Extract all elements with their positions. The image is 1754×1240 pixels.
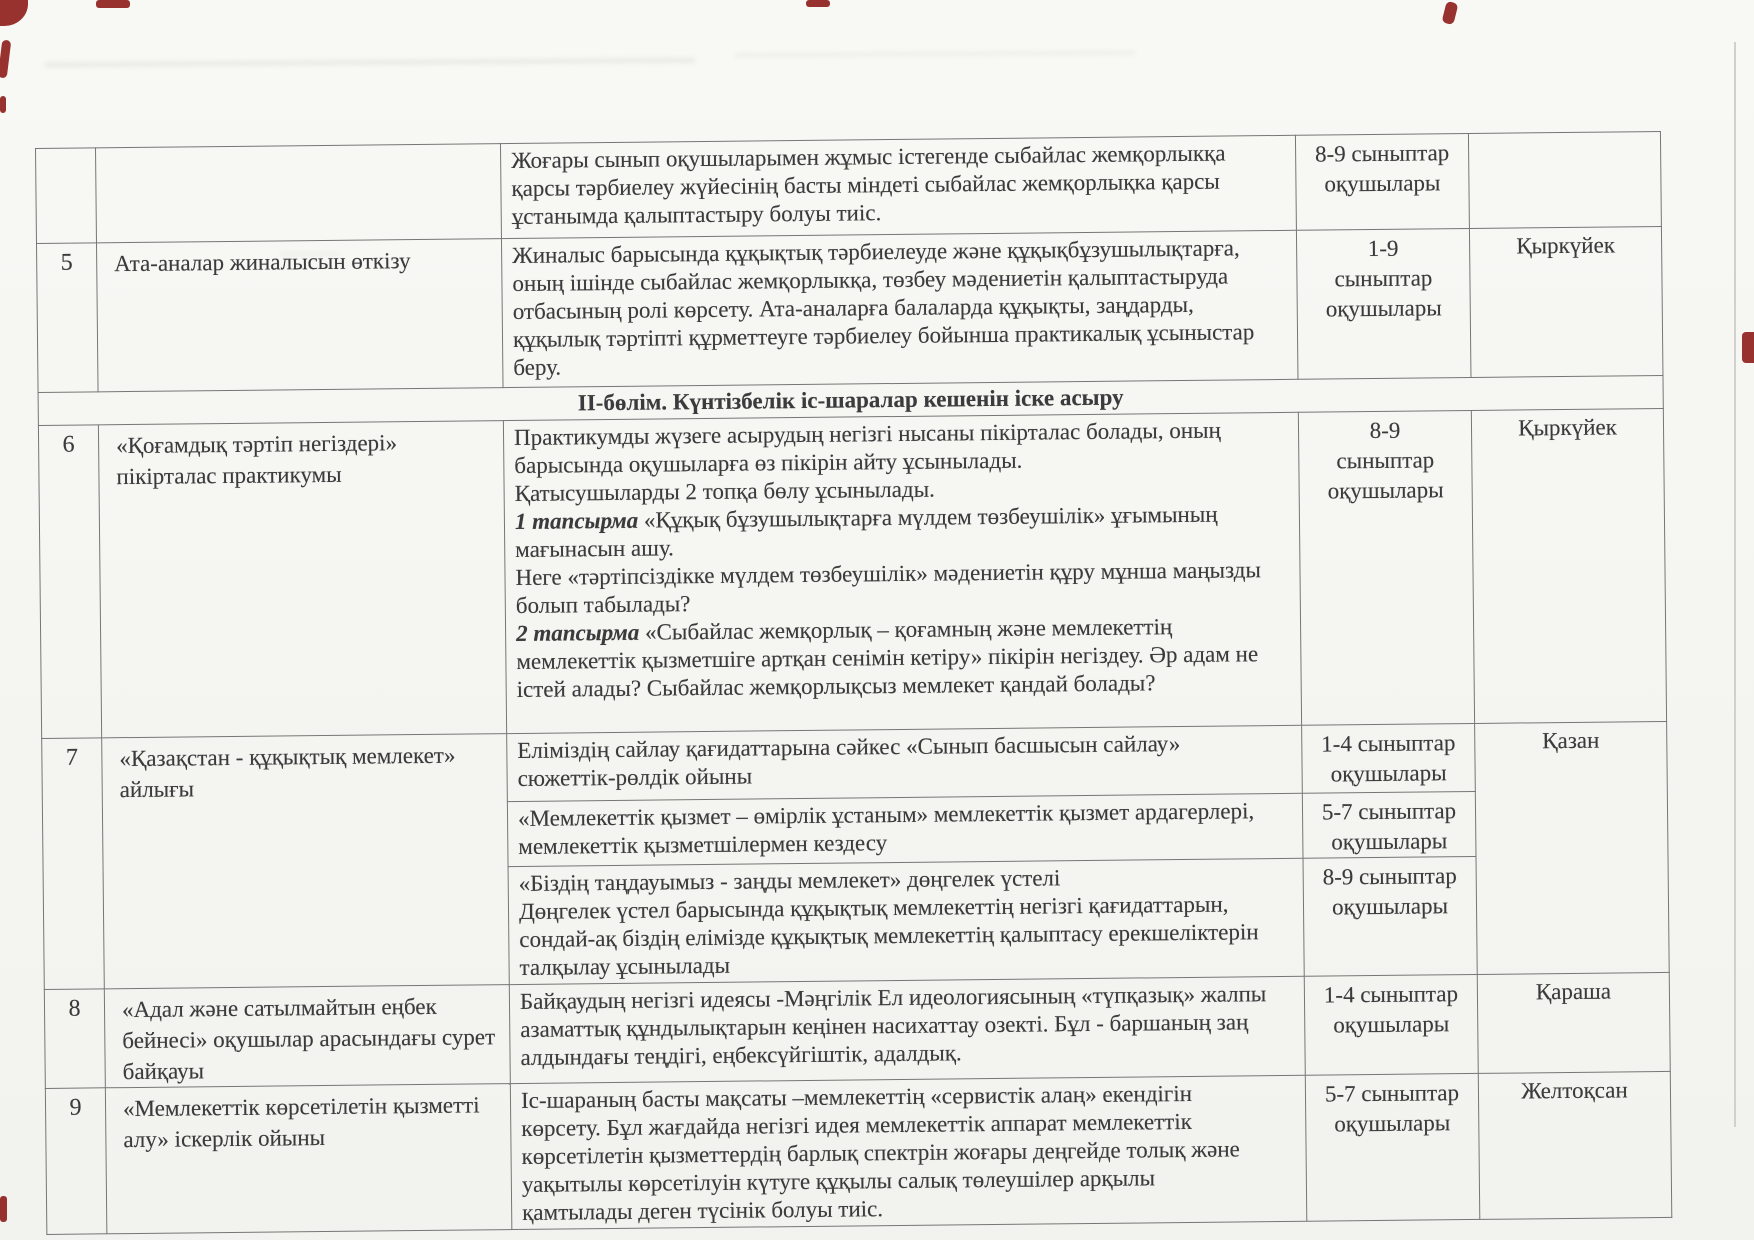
task-label: 2 тапсырма (515, 619, 640, 646)
description-text: Байқаудың негізгі идеясы -Мәңгілік Ел идеологиясының «түпқазық» жалпы азаматтық құндылықтарын кеңінен насихаттау озекті. Бұл - баршаның заң алдындағы теңдігі, еңбексүйгіштік, адалдық. (519, 981, 1267, 1070)
description-text: «Мемлекеттік қызмет – өмірлік ұстаным» мемлекеттік қызмет ардагерлері, мемлекеттік қызметшілермен кездесу (517, 798, 1255, 859)
description-text: «Біздің таңдауымыз - заңды мемлекет» дөңгелек үстелі (518, 865, 1061, 896)
red-pen-mark (806, 0, 830, 7)
row-number-cell: 9 (45, 1088, 107, 1235)
row-number-cell: 6 (38, 425, 101, 739)
description-text: Неге «тәртіпсіздікке мүлдем төзбеушілік» мәдениетін құру мұнша маңызды болып табылады? (515, 557, 1261, 618)
month-cell: Қыркүйек (1469, 226, 1663, 377)
description-cell (500, 135, 1296, 238)
activity-name-cell: «Қазақстан - құқықтық мемлекет» айлығы (102, 734, 510, 989)
month-cell: Қыркүйек (1471, 408, 1666, 723)
description-cell (501, 230, 1298, 387)
row-number-cell (36, 148, 97, 244)
scan-smudge (735, 51, 1135, 58)
audience-cell: 1-9 сыныптар оқушылары (1296, 228, 1471, 379)
section-title: ІІ-бөлім. Күнтізбелік іс-шаралар кешенін іске асыру (38, 375, 1663, 425)
description-cell (509, 976, 1305, 1083)
month-cell: Қазан (1475, 721, 1670, 974)
audience-cell: 8-9 сыныптар оқушылары (1295, 133, 1469, 230)
audience-cell: 8-9 сыныптар оқушылары (1298, 410, 1474, 725)
task-text: «Құқық бұзушылықтарға мүлдем төзбеушілік» ұғымының мағынасын ашу. (515, 501, 1218, 562)
activity-name-cell: Ата-аналар жиналысын өткізу (96, 239, 503, 392)
description-text: Практикумды жүзеге асырудың негізгі нысаны пікірталас болады, оның барысында оқушыларға өз пікірін айту ұсынылады. (513, 417, 1221, 478)
table-row (38, 408, 1666, 738)
month-cell: Қараша (1477, 972, 1670, 1073)
activity-name-cell: «Адал және сатылмайтын еңбек бейнесі» оқушылар арасындағы сурет байқауы (104, 985, 510, 1088)
table-row (44, 972, 1670, 1088)
scan-smudge (45, 58, 695, 68)
table-row (45, 1071, 1671, 1234)
description-text (515, 500, 1264, 564)
description-cell (510, 1075, 1306, 1229)
table-row (36, 131, 1662, 243)
red-pen-mark (0, 40, 11, 79)
task-label: 1 тапсырма (514, 507, 639, 534)
row-number-cell: 7 (42, 738, 105, 990)
description-text: Іс-шараның басты мақсаты –мемлекеттің «сервистік алаң» екендігін көрсету. Бұл жағдайда негізгі идея мемлекеттік аппарат мемлекеттік көрсетілетін қызметтердің барлық спектрін жоғары деңгейде толық және уақытылы көрсетілуін күтуге құқылы салық төлеушілер арқылы қамтылады деген түсінік болуы тиіс. (520, 1080, 1240, 1225)
description-cell (507, 725, 1303, 801)
audience-cell: 1-4 сыныптар оқушылары (1304, 974, 1478, 1075)
description-cell (508, 858, 1304, 984)
description-text: Қатысушыларды 2 топқа бөлу ұсынылады. (514, 476, 935, 506)
red-pen-mark (0, 0, 28, 26)
page-edge-shadow (1734, 42, 1736, 1127)
description-cell (507, 793, 1303, 866)
table-wrapper (35, 131, 1671, 1235)
task-text: «Сыбайлас жемқорлық – қоғамның және мемлекеттің мемлекеттік қызметшіге артқан сенімін кетіру» пікірін негіздеу. Әр адам не істей алады? Сыбайлас жемқорлықсыз мемлекет қандай болады? (516, 614, 1259, 702)
description-text: Жиналыс барысында құқықтық тәрбиелеуде және құқықбұзушылықтарға, оның ішінде сыбайлас жемқорлыкқа, төзбеу мәдениетін қалыптастыруда отбасының ролі көрсету. Ата-аналарға балаларда құқықты, заңдарды, құқылық тәртіпті құрметтеуге тәрбиелеу бойынша практикалық ұсыныстар беру. (512, 235, 1255, 381)
description-text: Жоғары сынып оқушыларымен жұмыс істегенде сыбайлас жемқорлыкқа қарсы тәрбиелеу жүйесінің басты міндеті сыбайлас жемқорлықка қарсы ұстанымда қалыптастыру болуы тиіс. (511, 140, 1226, 230)
row-number-cell: 5 (37, 243, 99, 393)
red-pen-mark (0, 96, 6, 113)
month-cell: Желтоқсан (1478, 1071, 1672, 1219)
activity-name-cell: «Мемлекеттік көрсетілетін қызметті алу» іскерлік ойыны (105, 1084, 512, 1234)
activity-name-cell (96, 144, 502, 243)
audience-cell: 8-9 сыныптар оқушылары (1303, 856, 1477, 976)
red-pen-mark (1742, 332, 1754, 363)
audience-cell: 5-7 сыныптар оқушылары (1302, 791, 1476, 858)
red-pen-mark (96, 0, 130, 8)
row-number-cell: 8 (44, 989, 105, 1089)
red-pen-mark (0, 1196, 7, 1222)
description-text: Еліміздің сайлау қағидаттарына сәйкес «Сынып басшысын сайлау» сюжеттік-рөлдік ойыны (517, 731, 1181, 791)
audience-cell: 1-4 сыныптар оқушылары (1302, 723, 1476, 793)
activity-name-cell: «Қоғамдық тәртіп негіздері» пікірталас практикумы (98, 421, 506, 738)
description-text: Дөңгелек үстел барысында құқықтық мемлекеттің негізгі қағидаттарын, сондай-ақ біздің елімізде құқықтық мемлекеттің қалыптасу ерекшеліктерін талқылау ұсынылады (518, 891, 1259, 980)
description-text (516, 612, 1265, 704)
table-row (37, 226, 1663, 392)
events-plan-table (35, 131, 1672, 1235)
description-cell (503, 412, 1301, 733)
audience-cell: 5-7 сыныптар оқушылары (1305, 1073, 1480, 1221)
month-cell (1468, 131, 1661, 228)
red-pen-mark (1442, 1, 1459, 25)
